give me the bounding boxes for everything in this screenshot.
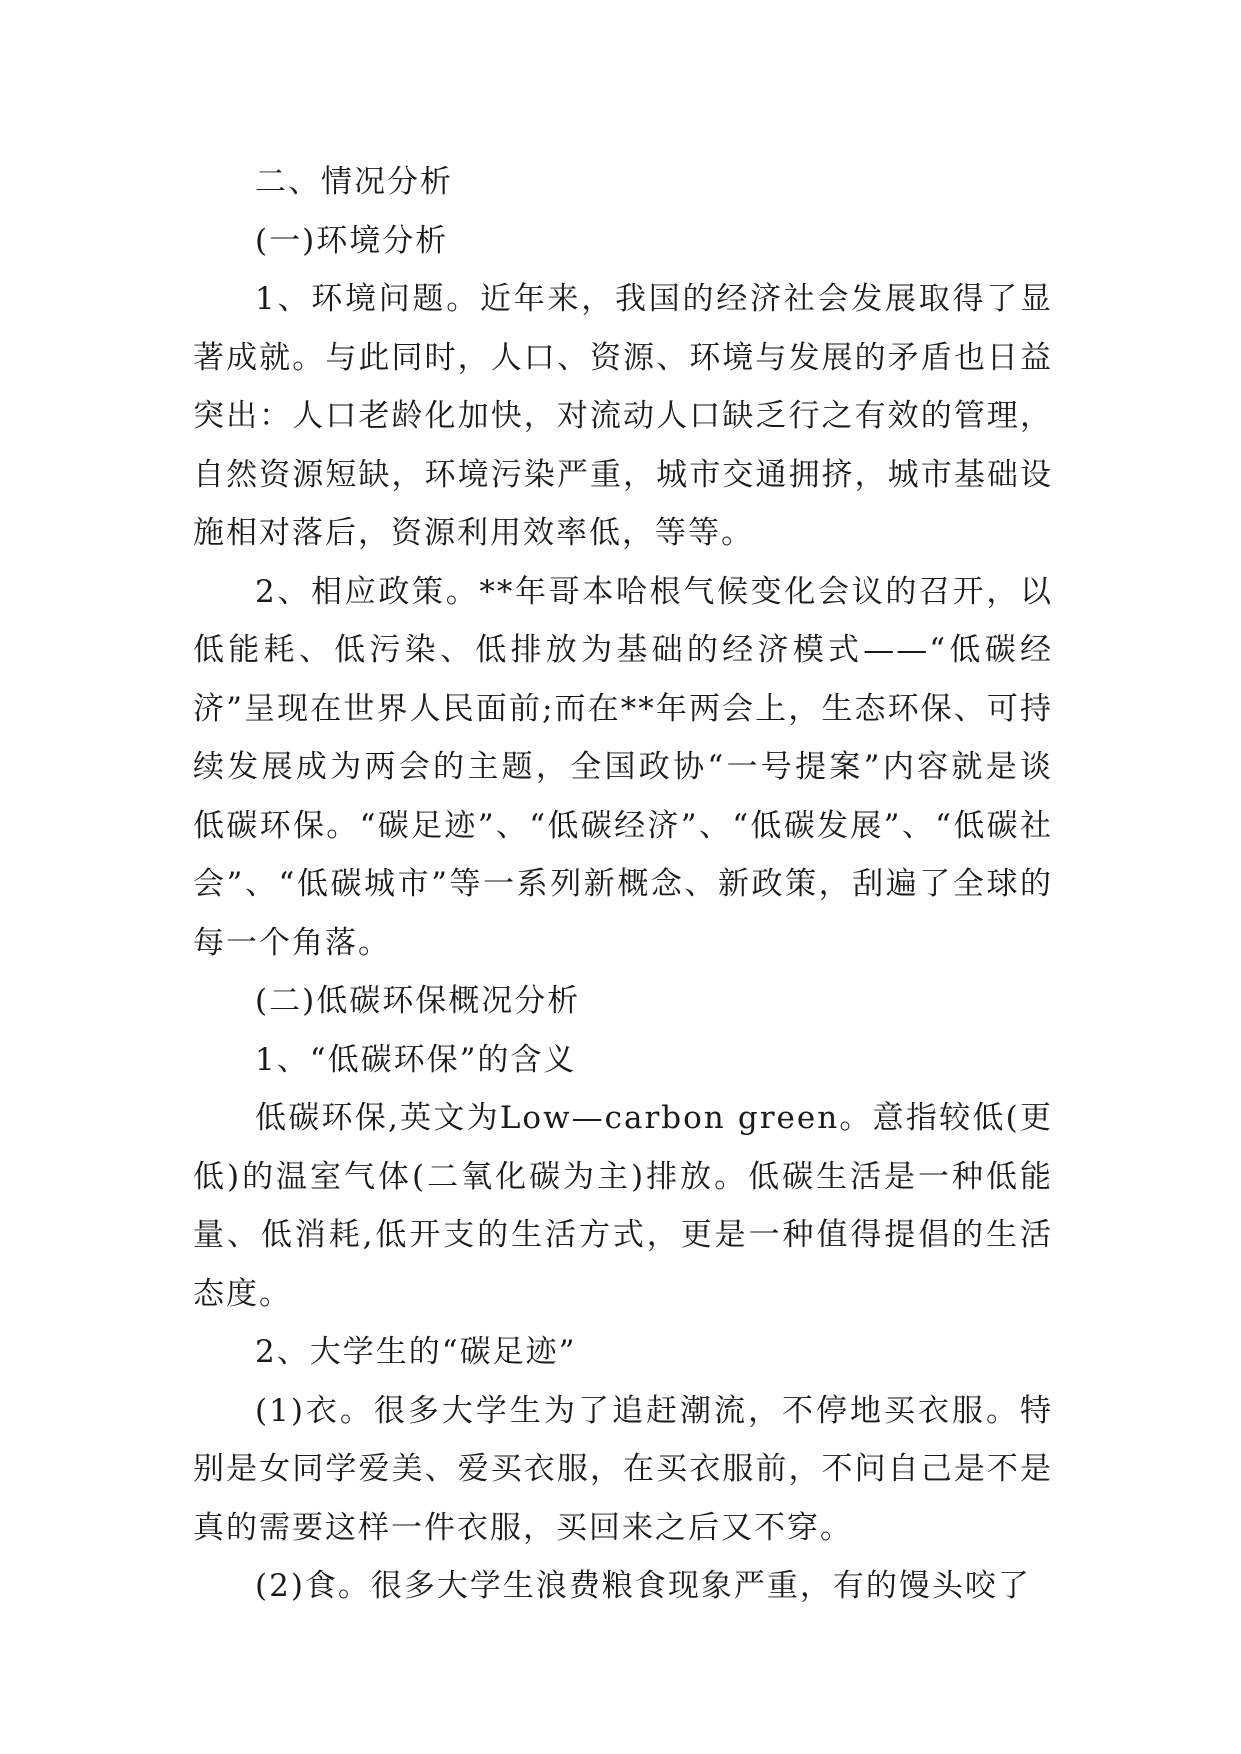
paragraph-food: (2)食。很多大学生浪费粮食现象严重，有的馒头咬了 — [255, 1568, 1031, 1604]
paragraph-clothing: (1)衣。很多大学生为了追赶潮流，不停地买衣服。特别是女同学爱美、爱买衣服，在买衣服前，不问自己是不是真的需要这样一件衣服，买回来之后又不穿。 — [193, 1392, 1053, 1546]
item-heading-low-carbon-meaning: 1、“低碳环保”的含义 — [255, 1041, 577, 1078]
paragraph-related-policies: 2、相应政策。**年哥本哈根气候变化会议的召开，以低能耗、低污染、低排放为基础的经济模式——“低碳经济”呈现在世界人民面前;而在**年两会上，生态环保、可持续发展成为两会的主题，全国政协“一号提案”内容就是谈低碳环保。“碳足迹”、“低碳经济”、“低碳发展”、“低碳社会”、“低碳城市”等一系列新概念、新政策，刮遍了全球的每一个角落。 — [193, 573, 1053, 961]
section-heading-situation-analysis: 二、情况分析 — [255, 164, 453, 200]
item-heading-student-carbon-footprint: 2、大学生的“碳足迹” — [255, 1334, 577, 1370]
paragraph-environment-problems: 1、环境问题。近年来，我国的经济社会发展取得了显著成就。与此同时，人口、资源、环境与发展的矛盾也日益突出：人口老龄化加快，对流动人口缺乏行之有效的管理，自然资源短缺，环境污染严重，城市交通拥挤，城市基础设施相对落后，资源利用效率低，等等。 — [193, 281, 1053, 551]
subsection-heading-environment-analysis: (一)环境分析 — [255, 222, 449, 259]
document-body — [193, 153, 1053, 1616]
paragraph-low-carbon-definition: 低碳环保,英文为Low—carbon green。意指较低(更低)的温室气体(二氧化碳为主)排放。低碳生活是一种低能量、低消耗,低开支的生活方式，更是一种值得提倡的生活态度。 — [193, 1100, 1053, 1312]
subsection-heading-low-carbon-overview: (二)低碳环保概况分析 — [255, 983, 581, 1019]
